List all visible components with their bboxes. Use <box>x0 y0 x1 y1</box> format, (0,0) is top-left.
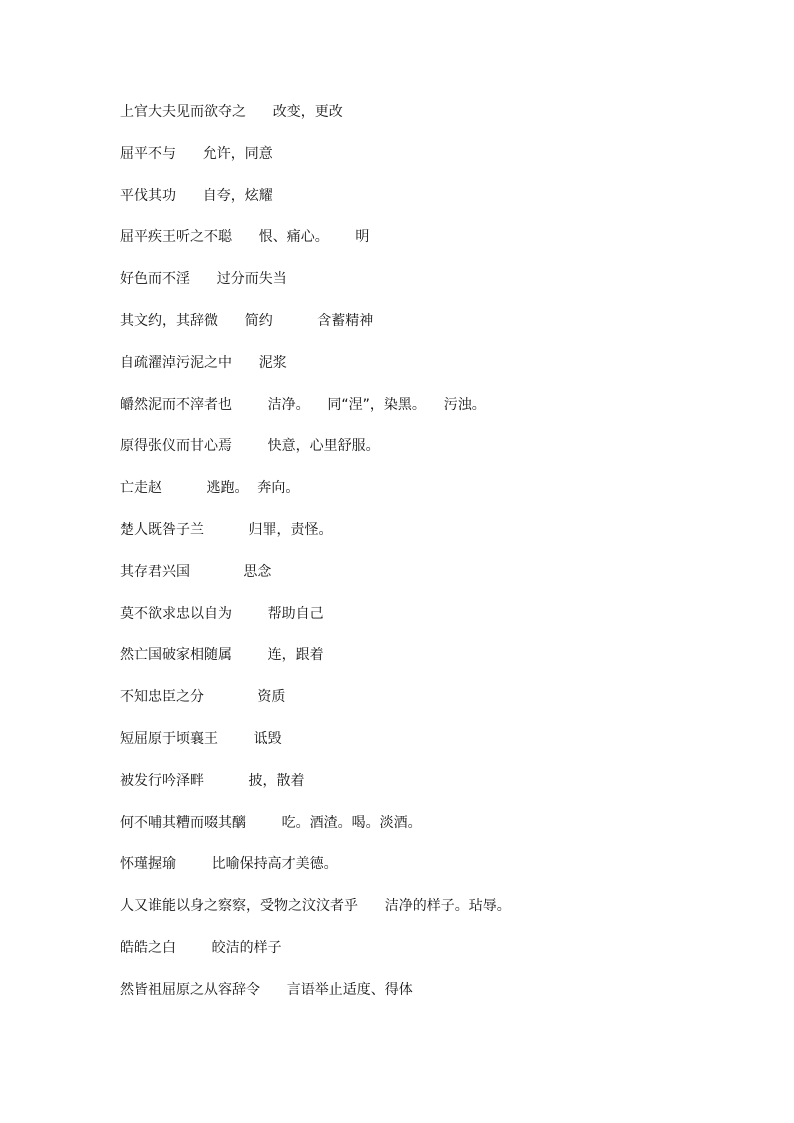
annotation-line: 好色而不淫 过分而失当 <box>120 271 287 288</box>
annotation-line: 原得张仪而甘心焉 快意，心里舒服。 <box>120 438 380 455</box>
annotation-line: 屈平疾王听之不聪 恨、痛心。 明 <box>120 229 370 246</box>
annotation-line: 平伐其功 自夸，炫耀 <box>120 187 273 204</box>
annotation-line: 皓皓之白 皎洁的样子 <box>120 939 282 956</box>
annotation-line: 怀瑾握瑜 比喻保持高才美德。 <box>120 856 338 873</box>
annotation-line: 不知忠臣之分 资质 <box>120 689 286 706</box>
annotation-line: 其存君兴国 思念 <box>120 563 272 580</box>
annotation-line: 其文约，其辞微 简约 含蓄精神 <box>120 312 374 329</box>
annotation-line: 何不哺其糟而啜其醨 吃。酒渣。喝。淡酒。 <box>120 814 422 831</box>
annotation-line: 莫不欲求忠以自为 帮助自己 <box>120 605 324 622</box>
annotation-line: 屈平不与 允许，同意 <box>120 145 273 162</box>
annotation-line: 短屈原于顷襄王 诋毁 <box>120 730 282 747</box>
annotation-line: 然皆祖屈原之从容辞令 言语举止适度、得体 <box>120 981 413 998</box>
annotation-line: 被发行吟泽畔 披，散着 <box>120 772 305 789</box>
annotation-line: 上官大夫见而欲夺之 改变，更改 <box>120 104 343 120</box>
annotation-line: 人又谁能以身之察察，受物之汶汶者乎 洁净的样子。玷辱。 <box>120 898 511 915</box>
annotation-line: 自疏濯淖污泥之中 泥浆 <box>120 354 287 371</box>
annotation-list <box>120 102 760 1022</box>
annotation-line: 然亡国破家相随属 连，跟着 <box>120 647 324 664</box>
annotation-line: 皭然泥而不滓者也 洁净。 同“涅”，染黑。 污浊。 <box>120 396 486 413</box>
annotation-line: 亡走赵 逃跑。 奔向。 <box>120 480 300 497</box>
annotation-line: 楚人既咎子兰 归罪，责怪。 <box>120 521 333 538</box>
